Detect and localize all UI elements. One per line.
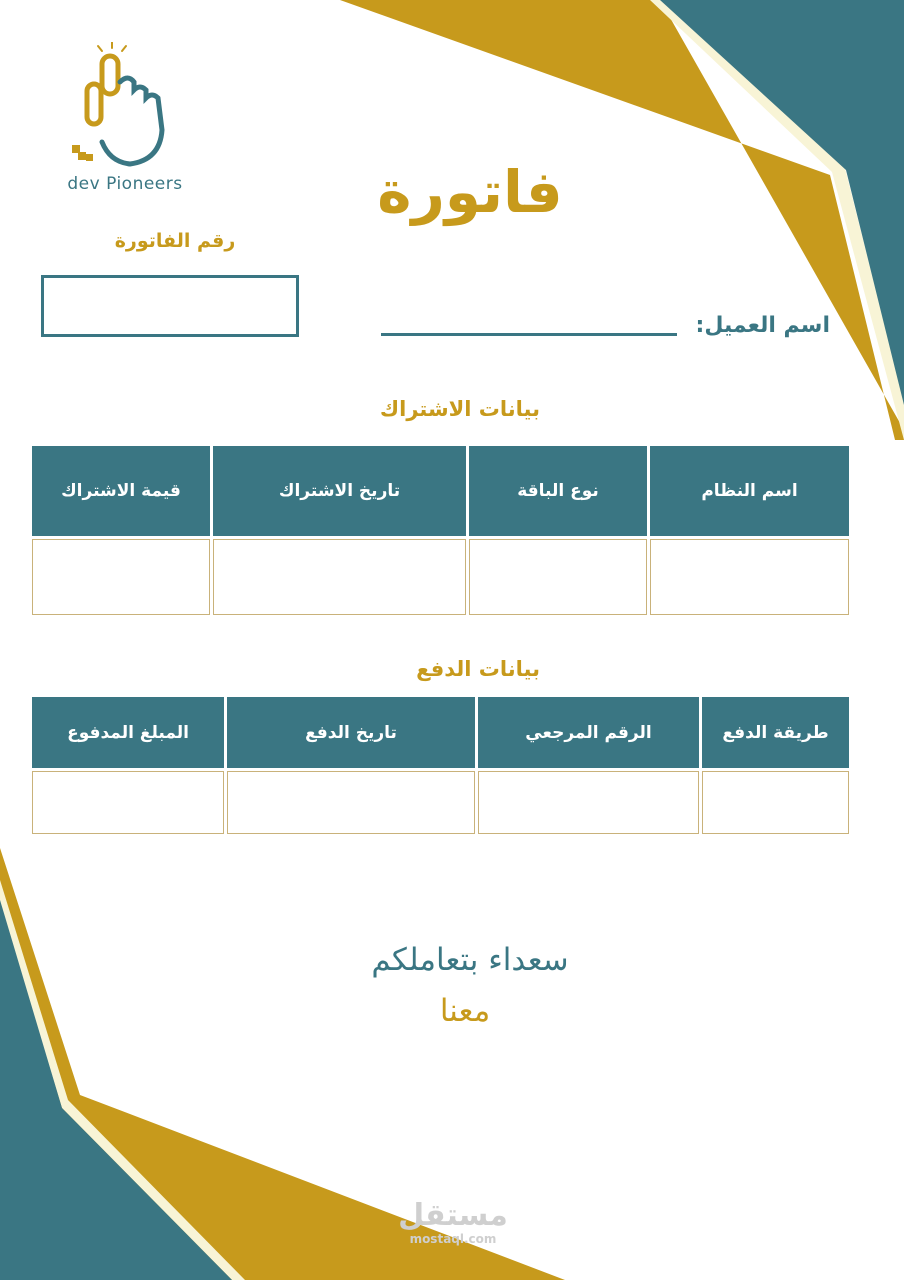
subscription-date-cell[interactable] xyxy=(213,539,466,615)
subscription-section-title: بيانات الاشتراك xyxy=(379,397,540,421)
watermark-text: مستقل xyxy=(398,1198,508,1233)
header-subscription-value: قيمة الاشتراك xyxy=(32,446,210,536)
brand-logo xyxy=(60,42,190,197)
header-subscription-date: تاريخ الاشتراك xyxy=(213,446,466,536)
reference-number-cell[interactable] xyxy=(478,771,699,834)
payment-date-cell[interactable] xyxy=(227,771,475,834)
payment-section-title: بيانات الدفع xyxy=(416,657,540,681)
client-name-label: اسم العميل: xyxy=(695,313,830,338)
payment-method-cell[interactable] xyxy=(702,771,849,834)
invoice-number-field[interactable] xyxy=(41,275,299,337)
package-type-cell[interactable] xyxy=(469,539,647,615)
thanks-message: سعداء بتعاملكم xyxy=(371,942,569,978)
subscription-table xyxy=(32,446,849,615)
header-package-type: نوع الباقة xyxy=(469,446,647,536)
pointing-hand-icon xyxy=(60,42,190,172)
system-name-cell[interactable] xyxy=(650,539,849,615)
invoice-number-label: رقم الفاتورة xyxy=(114,230,236,252)
page-title: فاتورة xyxy=(377,158,563,226)
header-amount-paid: المبلغ المدفوع xyxy=(32,697,224,768)
header-payment-date: تاريخ الدفع xyxy=(227,697,475,768)
payment-table xyxy=(32,697,849,834)
client-name-field[interactable] xyxy=(381,333,677,336)
subscription-value-cell[interactable] xyxy=(32,539,210,615)
thanks-message-line2: معنا xyxy=(439,993,491,1029)
watermark-url: mostaql.com xyxy=(409,1232,497,1246)
header-payment-method: طريقة الدفع xyxy=(702,697,849,768)
header-reference-number: الرقم المرجعي xyxy=(478,697,699,768)
header-system-name: اسم النظام xyxy=(650,446,849,536)
amount-paid-cell[interactable] xyxy=(32,771,224,834)
watermark xyxy=(378,1200,528,1246)
brand-name: dev Pioneers xyxy=(67,174,183,194)
